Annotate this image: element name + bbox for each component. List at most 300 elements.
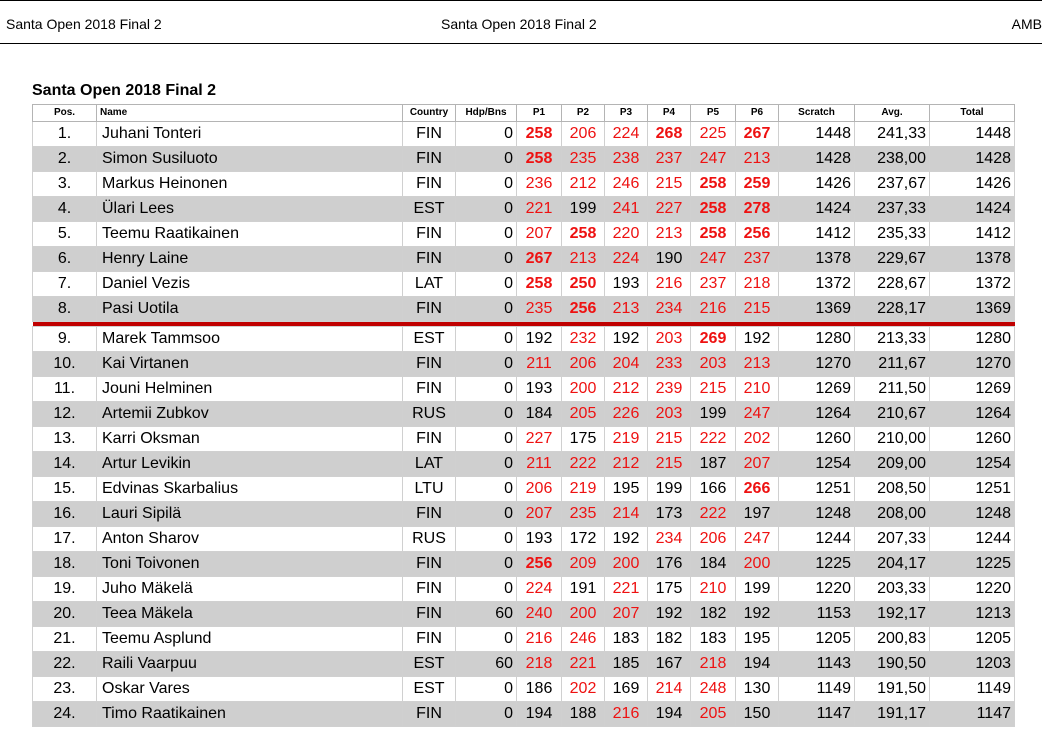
country-cell: FIN (403, 577, 456, 602)
avg-cell: 203,33 (855, 577, 930, 602)
game-score-cell: 267 (736, 122, 779, 147)
table-row (33, 577, 1015, 602)
scratch-cell: 1205 (779, 627, 855, 652)
col-header-p6: P6 (736, 105, 779, 122)
country-cell: EST (403, 652, 456, 677)
name-cell: Markus Heinonen (97, 172, 403, 197)
game-score-cell: 248 (691, 677, 736, 702)
table-row (33, 222, 1015, 247)
country-cell: FIN (403, 702, 456, 727)
game-score-cell: 192 (605, 327, 648, 352)
hdp-cell: 0 (456, 327, 517, 352)
name-cell: Ülari Lees (97, 197, 403, 222)
game-score-cell: 194 (648, 702, 691, 727)
game-score-cell: 269 (691, 327, 736, 352)
avg-cell: 190,50 (855, 652, 930, 677)
game-score-cell: 213 (736, 352, 779, 377)
game-score-cell: 221 (562, 652, 605, 677)
game-score-cell: 213 (736, 147, 779, 172)
avg-cell: 241,33 (855, 122, 930, 147)
hdp-cell: 0 (456, 377, 517, 402)
name-cell: Timo Raatikainen (97, 702, 403, 727)
game-score-cell: 234 (648, 527, 691, 552)
hdp-cell: 0 (456, 147, 517, 172)
col-header-name: Name (97, 105, 403, 122)
pos-cell: 1. (33, 122, 97, 147)
scratch-cell: 1426 (779, 172, 855, 197)
total-cell: 1244 (930, 527, 1015, 552)
game-score-cell: 247 (691, 247, 736, 272)
game-score-cell: 256 (562, 297, 605, 322)
col-header-p3: P3 (605, 105, 648, 122)
total-cell: 1248 (930, 502, 1015, 527)
total-cell: 1260 (930, 427, 1015, 452)
table-row (33, 627, 1015, 652)
pos-cell: 21. (33, 627, 97, 652)
avg-cell: 228,17 (855, 297, 930, 322)
game-score-cell: 209 (562, 552, 605, 577)
game-score-cell: 225 (691, 122, 736, 147)
total-cell: 1205 (930, 627, 1015, 652)
game-score-cell: 194 (517, 702, 562, 727)
col-header-hdp: Hdp/Bns (456, 105, 517, 122)
game-score-cell: 175 (562, 427, 605, 452)
game-score-cell: 215 (648, 427, 691, 452)
avg-cell: 207,33 (855, 527, 930, 552)
game-score-cell: 188 (562, 702, 605, 727)
table-row (33, 452, 1015, 477)
game-score-cell: 218 (691, 652, 736, 677)
page-title: Santa Open 2018 Final 2 (32, 82, 217, 99)
game-score-cell: 169 (605, 677, 648, 702)
col-header-p2: P2 (562, 105, 605, 122)
game-score-cell: 247 (691, 147, 736, 172)
game-score-cell: 184 (691, 552, 736, 577)
hdp-cell: 0 (456, 197, 517, 222)
col-header-p5: P5 (691, 105, 736, 122)
game-score-cell: 206 (691, 527, 736, 552)
avg-cell: 237,67 (855, 172, 930, 197)
table-row (33, 327, 1015, 352)
name-cell: Juho Mäkelä (97, 577, 403, 602)
game-score-cell: 224 (605, 247, 648, 272)
total-cell: 1280 (930, 327, 1015, 352)
scratch-cell: 1244 (779, 527, 855, 552)
pos-cell: 24. (33, 702, 97, 727)
hdp-cell: 0 (456, 552, 517, 577)
game-score-cell: 205 (691, 702, 736, 727)
game-score-cell: 241 (605, 197, 648, 222)
total-cell: 1225 (930, 552, 1015, 577)
results-table (32, 104, 1015, 727)
game-score-cell: 192 (648, 602, 691, 627)
avg-cell: 228,67 (855, 272, 930, 297)
pos-cell: 2. (33, 147, 97, 172)
hdp-cell: 0 (456, 222, 517, 247)
game-score-cell: 173 (648, 502, 691, 527)
pos-cell: 22. (33, 652, 97, 677)
scratch-cell: 1147 (779, 702, 855, 727)
hdp-cell: 0 (456, 627, 517, 652)
scratch-cell: 1270 (779, 352, 855, 377)
pos-cell: 7. (33, 272, 97, 297)
game-score-cell: 213 (605, 297, 648, 322)
game-score-cell: 214 (648, 677, 691, 702)
game-score-cell: 150 (736, 702, 779, 727)
hdp-cell: 0 (456, 452, 517, 477)
pos-cell: 13. (33, 427, 97, 452)
avg-cell: 238,00 (855, 147, 930, 172)
total-cell: 1412 (930, 222, 1015, 247)
game-score-cell: 226 (605, 402, 648, 427)
hdp-cell: 0 (456, 427, 517, 452)
game-score-cell: 212 (605, 377, 648, 402)
col-header-pos: Pos. (33, 105, 97, 122)
col-header-total: Total (930, 105, 1015, 122)
game-score-cell: 182 (691, 602, 736, 627)
game-score-cell: 215 (648, 452, 691, 477)
avg-cell: 229,67 (855, 247, 930, 272)
name-cell: Jouni Helminen (97, 377, 403, 402)
name-cell: Artur Levikin (97, 452, 403, 477)
scratch-cell: 1280 (779, 327, 855, 352)
game-score-cell: 246 (605, 172, 648, 197)
hdp-cell: 0 (456, 402, 517, 427)
scratch-cell: 1248 (779, 502, 855, 527)
game-score-cell: 203 (648, 402, 691, 427)
game-score-cell: 215 (648, 172, 691, 197)
game-score-cell: 195 (736, 627, 779, 652)
pos-cell: 5. (33, 222, 97, 247)
game-score-cell: 207 (517, 222, 562, 247)
avg-cell: 191,17 (855, 702, 930, 727)
table-row (33, 122, 1015, 147)
scratch-cell: 1448 (779, 122, 855, 147)
col-header-scratch: Scratch (779, 105, 855, 122)
game-score-cell: 258 (691, 222, 736, 247)
country-cell: FIN (403, 172, 456, 197)
hdp-cell: 0 (456, 297, 517, 322)
game-score-cell: 219 (562, 477, 605, 502)
country-cell: FIN (403, 122, 456, 147)
avg-cell: 208,00 (855, 502, 930, 527)
game-score-cell: 212 (605, 452, 648, 477)
game-score-cell: 176 (648, 552, 691, 577)
pos-cell: 6. (33, 247, 97, 272)
game-score-cell: 216 (517, 627, 562, 652)
avg-cell: 211,50 (855, 377, 930, 402)
game-score-cell: 166 (691, 477, 736, 502)
scratch-cell: 1149 (779, 677, 855, 702)
game-score-cell: 235 (517, 297, 562, 322)
pos-cell: 9. (33, 327, 97, 352)
country-cell: FIN (403, 552, 456, 577)
game-score-cell: 167 (648, 652, 691, 677)
game-score-cell: 183 (691, 627, 736, 652)
table-row (33, 377, 1015, 402)
game-score-cell: 237 (648, 147, 691, 172)
game-score-cell: 256 (736, 222, 779, 247)
game-score-cell: 236 (517, 172, 562, 197)
avg-cell: 210,67 (855, 402, 930, 427)
country-cell: EST (403, 327, 456, 352)
table-row (33, 427, 1015, 452)
table-row (33, 272, 1015, 297)
scratch-cell: 1143 (779, 652, 855, 677)
game-score-cell: 235 (562, 147, 605, 172)
results-body (33, 122, 1015, 727)
avg-cell: 208,50 (855, 477, 930, 502)
table-row (33, 477, 1015, 502)
country-cell: FIN (403, 602, 456, 627)
game-score-cell: 210 (736, 377, 779, 402)
avg-cell: 211,67 (855, 352, 930, 377)
header-left-title: Santa Open 2018 Final 2 (6, 16, 162, 32)
game-score-cell: 222 (562, 452, 605, 477)
game-score-cell: 199 (648, 477, 691, 502)
name-cell: Henry Laine (97, 247, 403, 272)
game-score-cell: 258 (517, 147, 562, 172)
total-cell: 1426 (930, 172, 1015, 197)
country-cell: FIN (403, 352, 456, 377)
total-cell: 1220 (930, 577, 1015, 602)
game-score-cell: 215 (736, 297, 779, 322)
game-score-cell: 216 (648, 272, 691, 297)
game-score-cell: 220 (605, 222, 648, 247)
col-header-p1: P1 (517, 105, 562, 122)
game-score-cell: 238 (605, 147, 648, 172)
game-score-cell: 191 (562, 577, 605, 602)
hdp-cell: 0 (456, 272, 517, 297)
country-cell: FIN (403, 222, 456, 247)
game-score-cell: 203 (648, 327, 691, 352)
game-score-cell: 216 (605, 702, 648, 727)
total-cell: 1213 (930, 602, 1015, 627)
game-score-cell: 182 (648, 627, 691, 652)
total-cell: 1378 (930, 247, 1015, 272)
game-score-cell: 175 (648, 577, 691, 602)
game-score-cell: 199 (562, 197, 605, 222)
game-score-cell: 239 (648, 377, 691, 402)
game-score-cell: 218 (517, 652, 562, 677)
game-score-cell: 200 (736, 552, 779, 577)
total-cell: 1147 (930, 702, 1015, 727)
pos-cell: 8. (33, 297, 97, 322)
pos-cell: 23. (33, 677, 97, 702)
pos-cell: 3. (33, 172, 97, 197)
hdp-cell: 0 (456, 527, 517, 552)
total-cell: 1254 (930, 452, 1015, 477)
game-score-cell: 256 (517, 552, 562, 577)
game-score-cell: 258 (517, 122, 562, 147)
game-score-cell: 204 (605, 352, 648, 377)
game-score-cell: 215 (691, 377, 736, 402)
name-cell: Edvinas Skarbalius (97, 477, 403, 502)
game-score-cell: 218 (736, 272, 779, 297)
game-score-cell: 192 (517, 327, 562, 352)
game-score-cell: 193 (605, 272, 648, 297)
pos-cell: 19. (33, 577, 97, 602)
country-cell: LAT (403, 452, 456, 477)
table-row (33, 297, 1015, 322)
name-cell: Lauri Sipilä (97, 502, 403, 527)
pos-cell: 4. (33, 197, 97, 222)
table-row (33, 172, 1015, 197)
pos-cell: 12. (33, 402, 97, 427)
scratch-cell: 1251 (779, 477, 855, 502)
game-score-cell: 183 (605, 627, 648, 652)
name-cell: Teea Mäkela (97, 602, 403, 627)
pos-cell: 17. (33, 527, 97, 552)
pos-cell: 11. (33, 377, 97, 402)
game-score-cell: 247 (736, 527, 779, 552)
game-score-cell: 258 (691, 197, 736, 222)
game-score-cell: 205 (562, 402, 605, 427)
game-score-cell: 214 (605, 502, 648, 527)
total-cell: 1372 (930, 272, 1015, 297)
header-center-title: Santa Open 2018 Final 2 (441, 16, 597, 32)
game-score-cell: 227 (648, 197, 691, 222)
game-score-cell: 206 (562, 122, 605, 147)
game-score-cell: 207 (605, 602, 648, 627)
game-score-cell: 259 (736, 172, 779, 197)
game-score-cell: 247 (736, 402, 779, 427)
game-score-cell: 222 (691, 427, 736, 452)
header-right-label: AMB (1011, 16, 1042, 32)
total-cell: 1369 (930, 297, 1015, 322)
table-row (33, 527, 1015, 552)
game-score-cell: 212 (562, 172, 605, 197)
country-cell: LTU (403, 477, 456, 502)
game-score-cell: 278 (736, 197, 779, 222)
scratch-cell: 1220 (779, 577, 855, 602)
game-score-cell: 199 (736, 577, 779, 602)
table-row (33, 147, 1015, 172)
table-row (33, 602, 1015, 627)
country-cell: FIN (403, 627, 456, 652)
game-score-cell: 186 (517, 677, 562, 702)
game-score-cell: 240 (517, 602, 562, 627)
game-score-cell: 219 (605, 427, 648, 452)
table-row (33, 402, 1015, 427)
game-score-cell: 222 (691, 502, 736, 527)
header-row (33, 105, 1015, 122)
hdp-cell: 0 (456, 122, 517, 147)
table-row (33, 502, 1015, 527)
avg-cell: 209,00 (855, 452, 930, 477)
country-cell: FIN (403, 427, 456, 452)
game-score-cell: 200 (605, 552, 648, 577)
total-cell: 1251 (930, 477, 1015, 502)
game-score-cell: 213 (648, 222, 691, 247)
pos-cell: 16. (33, 502, 97, 527)
hdp-cell: 0 (456, 477, 517, 502)
scratch-cell: 1412 (779, 222, 855, 247)
name-cell: Anton Sharov (97, 527, 403, 552)
avg-cell: 237,33 (855, 197, 930, 222)
col-header-avg: Avg. (855, 105, 930, 122)
game-score-cell: 206 (562, 352, 605, 377)
country-cell: FIN (403, 147, 456, 172)
country-cell: RUS (403, 527, 456, 552)
total-cell: 1270 (930, 352, 1015, 377)
name-cell: Teemu Asplund (97, 627, 403, 652)
page-header (0, 0, 1042, 44)
scratch-cell: 1264 (779, 402, 855, 427)
game-score-cell: 224 (605, 122, 648, 147)
scratch-cell: 1372 (779, 272, 855, 297)
game-score-cell: 200 (562, 377, 605, 402)
scratch-cell: 1378 (779, 247, 855, 272)
scratch-cell: 1269 (779, 377, 855, 402)
country-cell: EST (403, 197, 456, 222)
name-cell: Juhani Tonteri (97, 122, 403, 147)
game-score-cell: 192 (605, 527, 648, 552)
country-cell: RUS (403, 402, 456, 427)
name-cell: Artemii Zubkov (97, 402, 403, 427)
game-score-cell: 185 (605, 652, 648, 677)
hdp-cell: 0 (456, 577, 517, 602)
scratch-cell: 1428 (779, 147, 855, 172)
pos-cell: 18. (33, 552, 97, 577)
game-score-cell: 130 (736, 677, 779, 702)
name-cell: Pasi Uotila (97, 297, 403, 322)
total-cell: 1428 (930, 147, 1015, 172)
pos-cell: 10. (33, 352, 97, 377)
table-row (33, 652, 1015, 677)
game-score-cell: 199 (691, 402, 736, 427)
game-score-cell: 213 (562, 247, 605, 272)
table-row (33, 552, 1015, 577)
game-score-cell: 227 (517, 427, 562, 452)
col-header-country: Country (403, 105, 456, 122)
game-score-cell: 192 (736, 327, 779, 352)
game-score-cell: 192 (736, 602, 779, 627)
game-score-cell: 258 (562, 222, 605, 247)
total-cell: 1203 (930, 652, 1015, 677)
game-score-cell: 224 (517, 577, 562, 602)
total-cell: 1264 (930, 402, 1015, 427)
game-score-cell: 246 (562, 627, 605, 652)
game-score-cell: 207 (736, 452, 779, 477)
game-score-cell: 267 (517, 247, 562, 272)
table-row (33, 352, 1015, 377)
name-cell: Teemu Raatikainen (97, 222, 403, 247)
game-score-cell: 258 (517, 272, 562, 297)
game-score-cell: 221 (605, 577, 648, 602)
game-score-cell: 194 (736, 652, 779, 677)
col-header-p4: P4 (648, 105, 691, 122)
game-score-cell: 233 (648, 352, 691, 377)
hdp-cell: 60 (456, 602, 517, 627)
hdp-cell: 0 (456, 502, 517, 527)
avg-cell: 200,83 (855, 627, 930, 652)
scratch-cell: 1369 (779, 297, 855, 322)
name-cell: Raili Vaarpuu (97, 652, 403, 677)
game-score-cell: 197 (736, 502, 779, 527)
game-score-cell: 210 (691, 577, 736, 602)
game-score-cell: 202 (562, 677, 605, 702)
scratch-cell: 1254 (779, 452, 855, 477)
hdp-cell: 0 (456, 352, 517, 377)
avg-cell: 192,17 (855, 602, 930, 627)
pos-cell: 15. (33, 477, 97, 502)
total-cell: 1448 (930, 122, 1015, 147)
game-score-cell: 232 (562, 327, 605, 352)
game-score-cell: 221 (517, 197, 562, 222)
hdp-cell: 60 (456, 652, 517, 677)
name-cell: Kai Virtanen (97, 352, 403, 377)
